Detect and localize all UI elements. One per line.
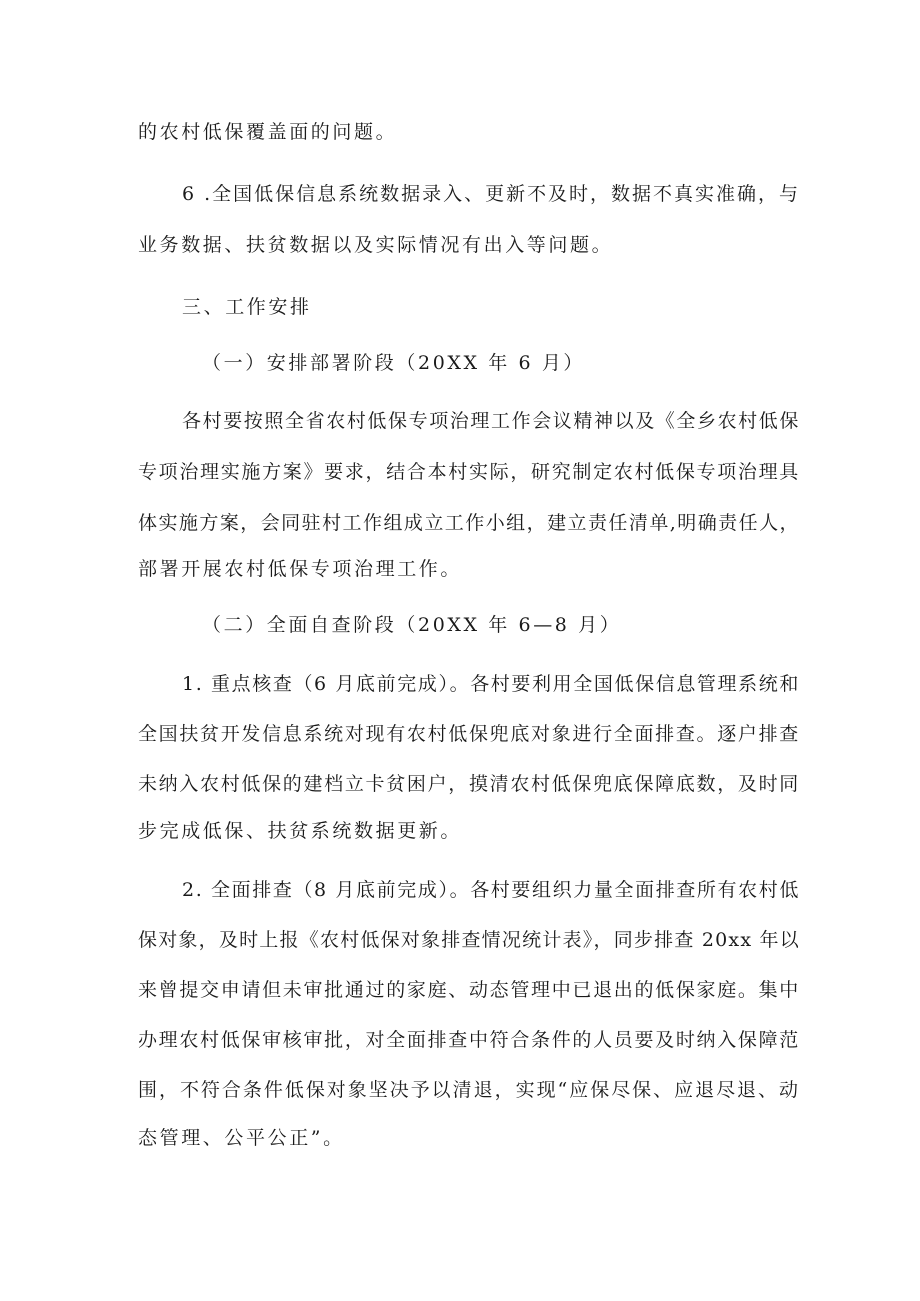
paragraph-line: 2. 全面排查（8 月底前完成）。各村要组织力量全面排查所有农村低 — [182, 879, 800, 901]
paragraph-line: 来曾提交申请但未审批通过的家庭、动态管理中已退出的低保家庭。集中 — [138, 979, 800, 1001]
paragraph-line: 全国扶贫开发信息系统对现有农村低保兜底对象进行全面排查。逐户排查 — [138, 723, 800, 745]
paragraph-line: 态管理、公平公正”。 — [138, 1127, 345, 1149]
paragraph-line: 部署开展农村低保专项治理工作。 — [138, 558, 463, 580]
paragraph-line: 围，不符合条件低保对象坚决予以清退，实现“应保尽保、应退尽退、动 — [138, 1079, 800, 1101]
paragraph-line: 1. 重点核查（6 月底前完成）。各村要利用全国低保信息管理系统和 — [182, 673, 800, 695]
paragraph-line: 专项治理实施方案》要求，结合本村实际，研究制定农村低保专项治理具 — [138, 461, 800, 483]
paragraph-line: 未纳入农村低保的建档立卡贫困户，摸清农村低保兜底保障底数，及时同 — [138, 773, 800, 795]
paragraph-line: 办理农村低保审核审批，对全面排查中符合条件的人员要及时纳入保障范 — [138, 1029, 800, 1051]
paragraph-line: 保对象，及时上报《农村低保对象排查情况统计表》，同步排查 20xx 年以 — [138, 929, 800, 951]
paragraph-line: 体实施方案，会同驻村工作组成立工作小组，建立责任清单,明确责任人， — [138, 512, 800, 534]
paragraph-line: 各村要按照全省农村低保专项治理工作会议精神以及《全乡农村低保 — [182, 410, 800, 432]
paragraph-line: 业务数据、扶贫数据以及实际情况有出入等问题。 — [138, 234, 614, 256]
paragraph-line: 步完成低保、扶贫系统数据更新。 — [138, 820, 463, 842]
subsection-heading: （二）全面自查阶段（20XX 年 6—8 月） — [202, 614, 622, 636]
paragraph-line: 6 .全国低保信息系统数据录入、更新不及时，数据不真实准确，与 — [182, 183, 800, 205]
paragraph-line: 的农村低保覆盖面的问题。 — [138, 121, 398, 143]
section-heading: 三、工作安排 — [182, 296, 312, 318]
subsection-heading: （一）安排部署阶段（20XX 年 6 月） — [202, 352, 586, 374]
